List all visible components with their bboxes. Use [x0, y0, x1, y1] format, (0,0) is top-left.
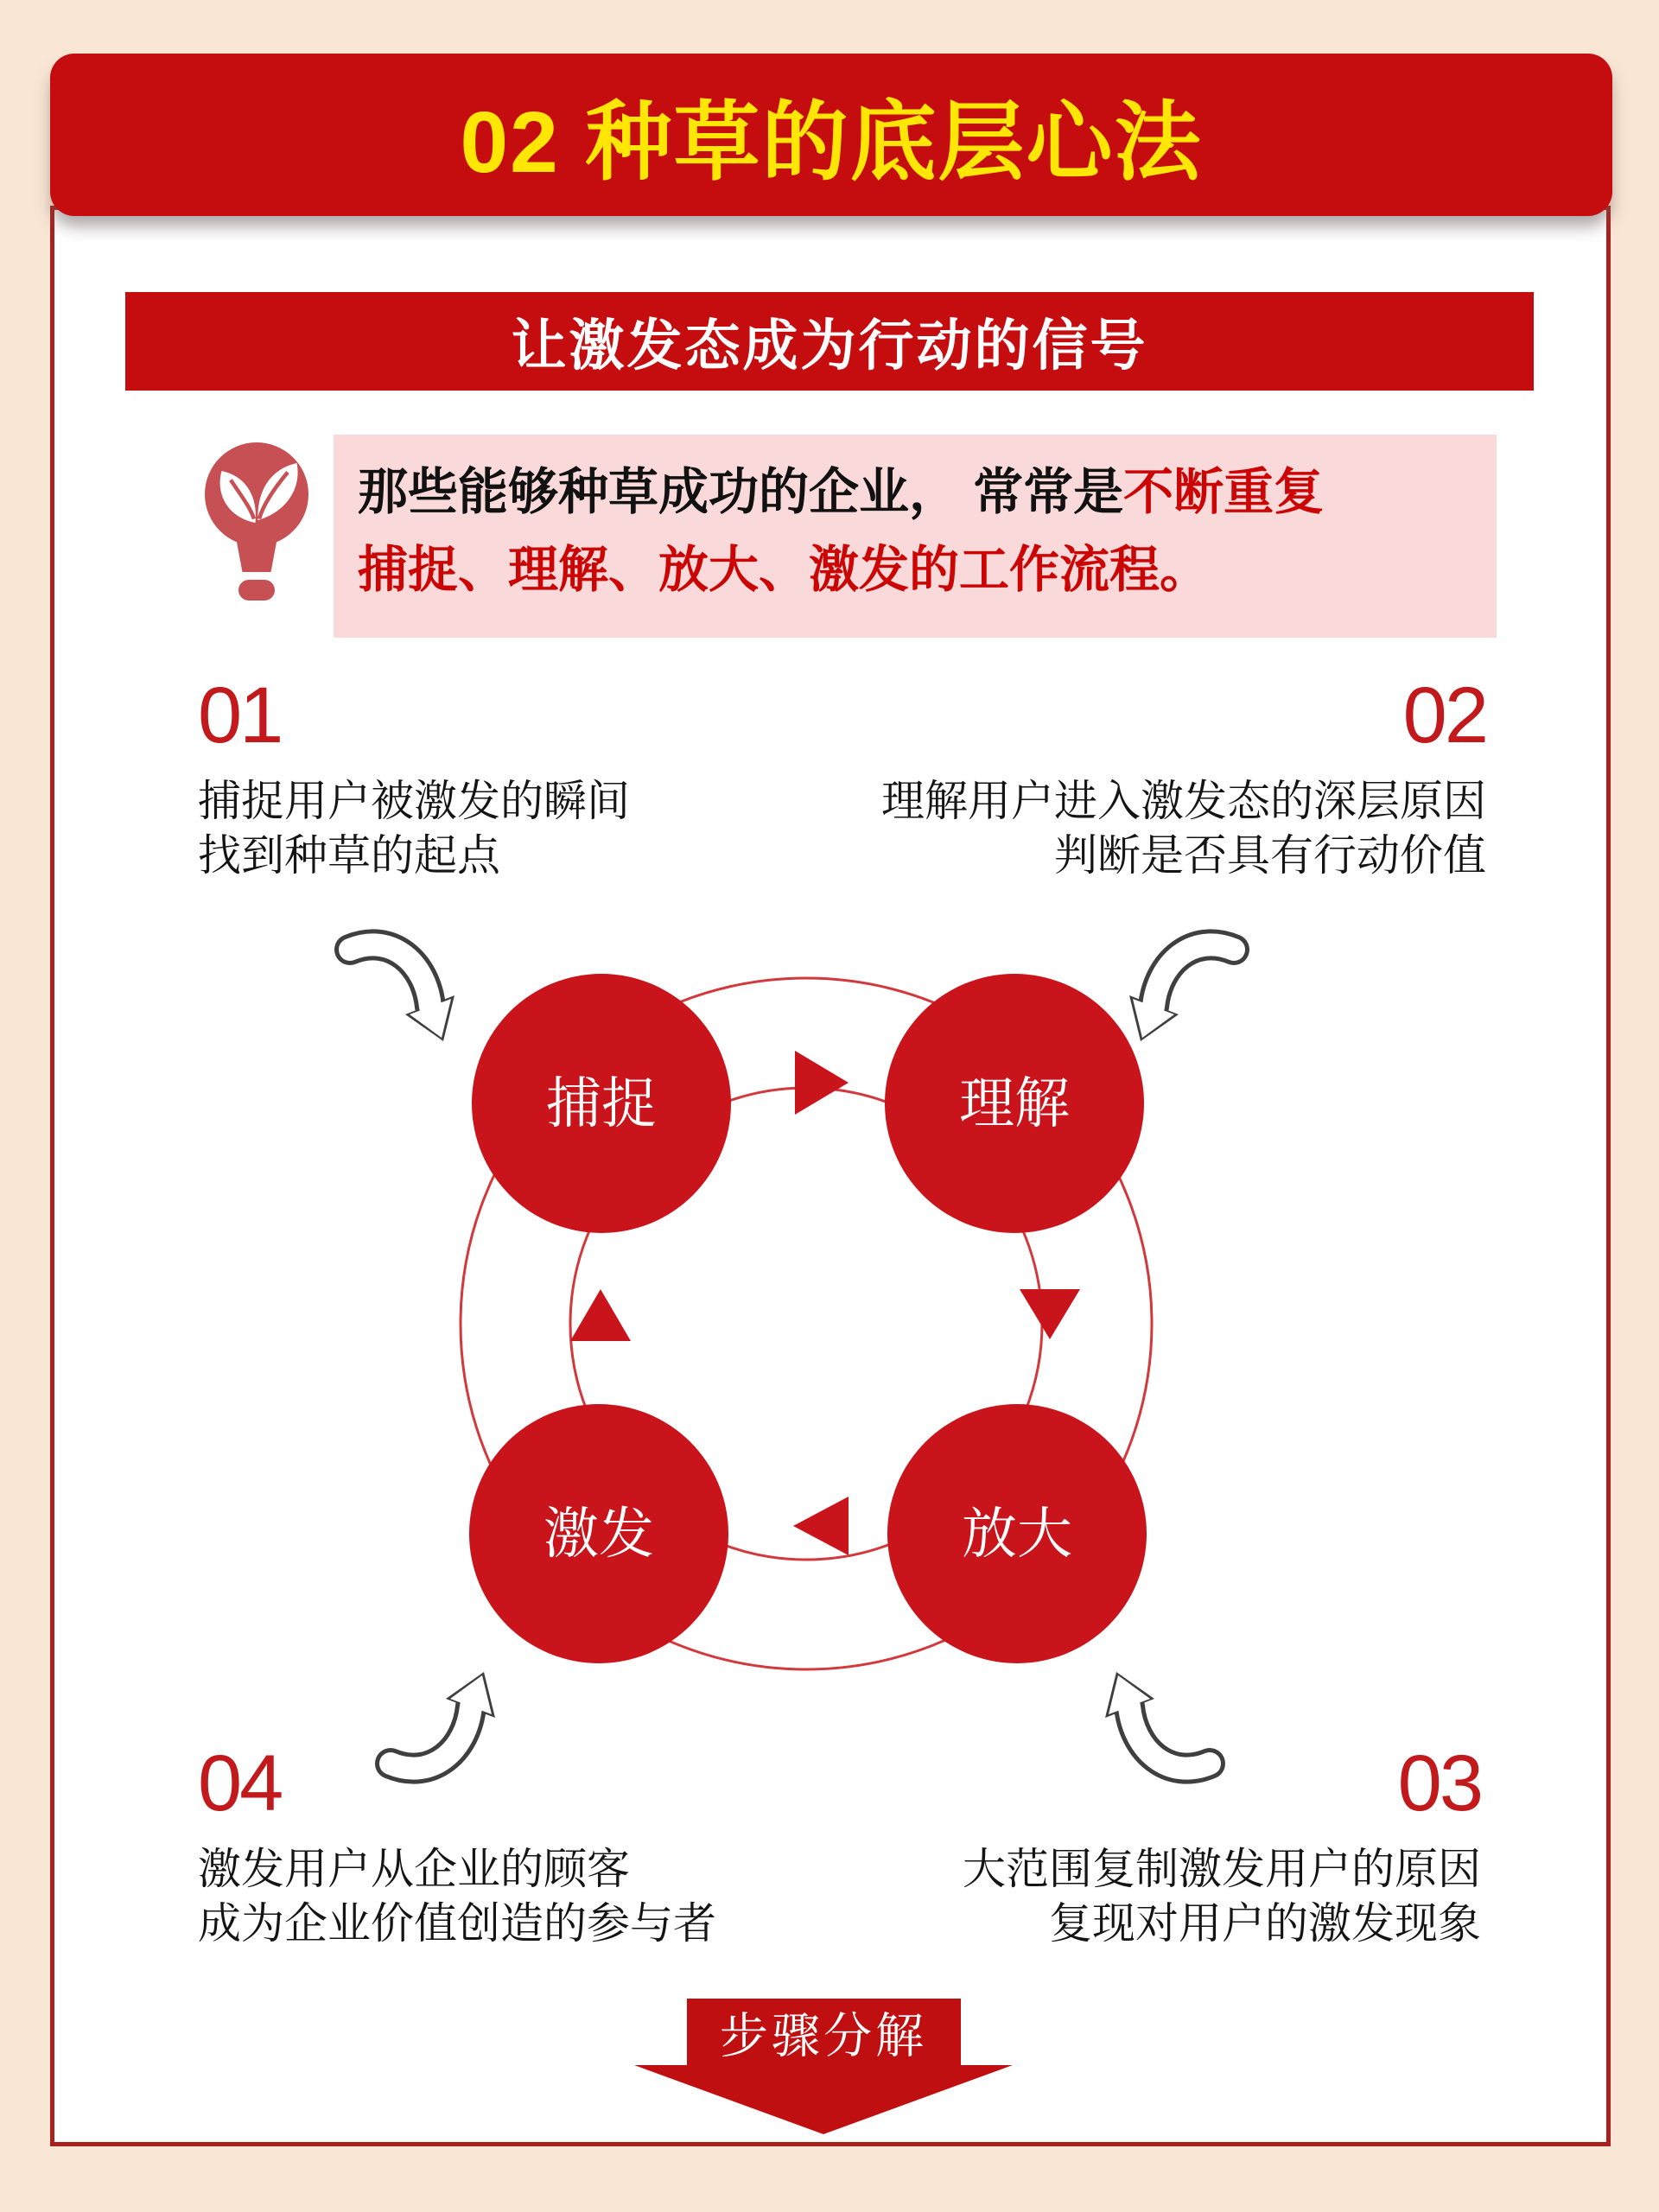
step-03-line-1: 大范围复制激发用户的原因 — [963, 1845, 1481, 1893]
tip-line1-black: 那些能够种草成功的企业， 常常是 — [358, 464, 1124, 520]
cycle-node-understand-label: 理解 — [959, 1072, 1070, 1135]
cycle-node-capture — [472, 974, 731, 1233]
step-04-line-1: 激发用户从企业的顾客 — [198, 1845, 630, 1893]
cycle-node-capture-label: 捕捉 — [546, 1072, 657, 1135]
triangle-arrow-icon-up — [570, 1289, 631, 1341]
step-04-line-2: 成为企业价值创造的参与者 — [198, 1899, 716, 1948]
tip-line-2: 捕捉、理解、放大、激发的工作流程。 — [358, 542, 1211, 598]
step-01-line-2: 找到种草的起点 — [198, 831, 500, 880]
step-01-number: 01 — [198, 671, 282, 760]
triangle-arrow-icon-right — [795, 1051, 849, 1115]
step-04-number: 04 — [198, 1739, 282, 1827]
step-02-line-1: 理解用户进入激发态的深层原因 — [881, 777, 1486, 825]
cycle-node-understand — [885, 974, 1144, 1233]
step-02-line-2: 判断是否具有行动价值 — [1054, 831, 1486, 880]
cycle-node-inspire-label: 激发 — [543, 1503, 654, 1565]
step-02-number: 02 — [1402, 671, 1486, 760]
page-title: 02 种草的底层心法 — [460, 94, 1203, 191]
step-03-number: 03 — [1397, 1739, 1481, 1827]
cycle-node-amplify — [887, 1404, 1147, 1663]
curved-swoosh-arrow-icon-top-left — [350, 944, 454, 1041]
section-banner-title: 让激发态成为行动的信号 — [511, 315, 1148, 377]
cycle-node-amplify-label: 放大 — [962, 1503, 1072, 1565]
footer-arrow-banner — [634, 1999, 1013, 2134]
footer-label: 步骤分解 — [720, 2008, 927, 2063]
curved-swoosh-arrow-icon-bottom-right — [1105, 1672, 1210, 1769]
curved-swoosh-arrow-icon-top-right — [1129, 944, 1234, 1041]
curved-swoosh-arrow-icon-bottom-left — [391, 1672, 495, 1769]
triangle-arrow-icon-down — [1020, 1289, 1080, 1339]
tip-line1-red: 不断重复 — [1123, 464, 1325, 520]
triangle-arrow-icon-left — [793, 1497, 849, 1555]
step-01-line-1: 捕捉用户被激发的瞬间 — [198, 777, 630, 825]
cycle-node-inspire — [469, 1404, 728, 1663]
step-03-line-2: 复现对用户的激发现象 — [1049, 1899, 1481, 1948]
